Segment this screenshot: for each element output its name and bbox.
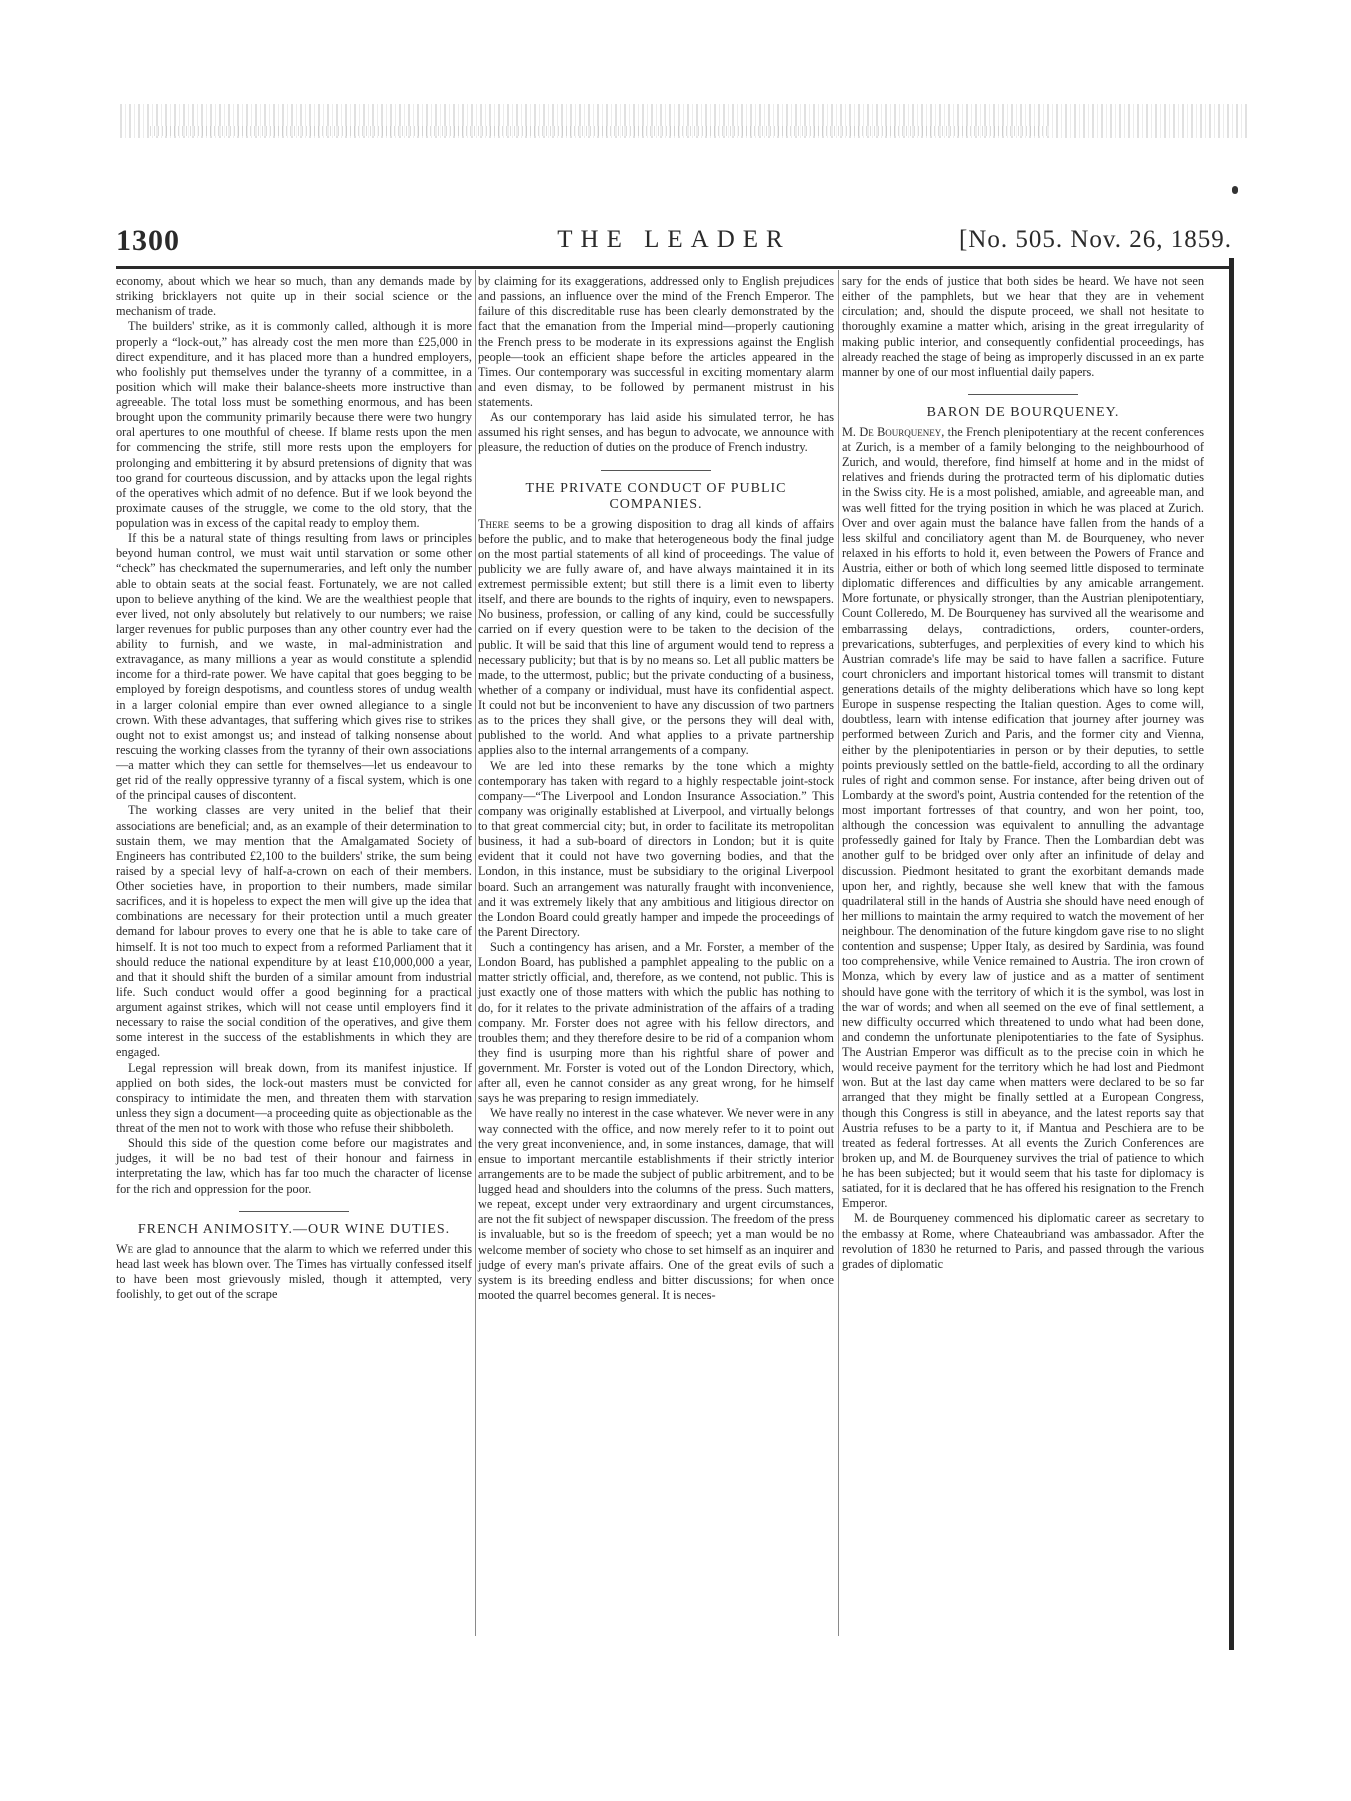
article-heading-french-animosity: FRENCH ANIMOSITY.—OUR WINE DUTIES. [137, 1221, 451, 1237]
paragraph: As our contemporary has laid aside his simulated terror, he has assumed his right senses, and has begun to advocate, we announce with pleasure, the reduction of duties on the produce of French industry. [478, 410, 834, 455]
paragraph: Legal repression will break down, from its manifest injustice. If applied on both sides, the lock-out masters must be convicted for conspiracy to intimidate the men, and threaten them with starvation unless they sign a document—a proceeding quite as objectionable as the threat of the men not to work with those who refuse their shibboleth. [116, 1060, 472, 1135]
header-rule [116, 266, 1232, 269]
scan-artifact-line [150, 126, 1050, 136]
section-rule [239, 1211, 349, 1212]
scan-edge-bar [1229, 258, 1234, 1650]
newspaper-title: THE LEADER [557, 226, 791, 253]
paragraph: We are led into these remarks by the tone which a mighty contemporary has taken with regard to a highly respectable joint-stock company—“The Liverpool and London Insurance Association.” This company was originally established at Liverpool, and virtually belongs to that great commercial city; but, in order to facilitate its metropolitan business, it had a sub-board of directors in London; but it is quite evident that it could not have two governing bodies, and that the London, in this instance, must be subsidiary to the original Liverpool board. Such an arrangement was naturally fraught with inconvenience, and it was extremely likely that any ambitious and litigious director on the London Board could greatly hamper and impede the proceedings of the Parent Directory. [478, 758, 834, 939]
lead-word: We [116, 1241, 134, 1256]
masthead [116, 220, 1232, 268]
paragraph: The builders' strike, as it is commonly called, although it is more properly a “lock-out,” has already cost the men more than £25,000 in direct expenditure, and it has placed more than a hundred employers, who foolishly put themselves under the tyranny of a committee, in a position which will make their balance-sheets more instructive than agreeable. The total loss must be something enormous, and has been brought upon the community primarily because there were two hungry oral apertures to one mouthful of cheese. If blame rests upon the men for commencing the strife, still more rests upon the employers for prolonging and embittering it by absurd pretensions of dignity that was too grand for courteous discussion, and by attacks upon the legal rights of the operatives which admit of no defence. But if we look beyond the proximate causes of the struggle, we come to the old story, that the population was in excess of the capital ready to employ them. [116, 319, 472, 530]
scan-speck [1232, 186, 1238, 194]
paragraph: Such a contingency has arisen, and a Mr. Forster, a member of the London Board, has published a pamphlet appealing to the public on a matter strictly official, and, therefore, as we contend, not public. This is just exactly one of those matters with which the public has nothing to do, for it relates to the private administration of the affairs of a trading company. Mr. Forster does not agree with his fellow directors, and troubles them; and they therefore desire to be rid of a companion whom they find is usurping more than his rightful share of power and government. Mr. Forster is voted out of the London Directory, which, after all, even he cannot consider as any great wrong, for he himself says he was preparing to resign immediately. [478, 940, 834, 1106]
paragraph: We have really no interest in the case whatever. We never were in any way connected with the office, and now merely refer to it to point out the very great inconvenience, and, in some instances, damage, that will ensue to important mercantile establishments if their strictly interior arrangements are to be made the subject of public arbitrement, and to be lugged head and shoulders into the columns of the press. Such matters, we repeat, except under very extraordinary and urgent circumstances, are not the fit subject of newspaper discussion. The freedom of the press is invaluable, but so is the freedom of speech; yet a man would be no welcome member of society who chose to set himself as an inquirer and judge of every man's private affairs. One of the great evils of such a system is its breeding endless and bitter discussions; for when once mooted the quarrel becomes general. It is neces- [478, 1106, 834, 1302]
column-3 [842, 274, 1204, 1272]
paragraph-text: seems to be a growing disposition to drag all kinds of affairs before the public, and to make that heterogeneous body the final judge on the most partial statements of all kind of proceedings. The value of publicity we are fully aware of, and have always maintained it in its extremest permissible extent; but still there is a limit even to liberty itself, and there are bounds to the rights of inquiry, even to newspapers. No business, profession, or calling of any kind, could be successfully carried on if every question were to be taken to the decision of the public. It will be said that this line of argument would tend to repress a necessary publicity; but that is by no means so. Let all public matters be made, to the uttermost, public; but the private conducting of a business, whether of a company or individual, must have its confidential aspect. It could not but be inconvenient to have any discussion of two partners as to the prices they shall give, or the persons they will deal with, published to the world. And what applies to a private partnership applies also to the internal arrangements of a company. [478, 516, 834, 758]
lead-word: M. De Bourqueney, [842, 424, 945, 439]
issue-date: [No. 505. Nov. 26, 1859. [958, 226, 1232, 253]
paragraph-text: are glad to announce that the alarm to which we referred under this head last week has blown over. The Times has virtually confessed itself to have been most grievously misled, though it attempted, very foolishly, to get out of the scrape [116, 1241, 472, 1301]
paragraph: If this be a natural state of things resulting from laws or principles beyond human control, we must wait until starvation or some other “check” has checkmated the supernumeraries, and left only the number able to obtain seats at the social feast. Fortunately, we are not called upon to believe anything of the kind. We are the wealthiest people that ever lived, not only absolutely but relatively to our numbers; we raise larger revenues for public purposes than any other country ever had the ability to furnish, and we waste, in mal-administration and extravagance, as many millions a year as would constitute a splendid income for a third-rate power. We have capital that goes begging to be employed by foreign despotisms, and countless stores of undug wealth in a larger colonial empire than ever owned allegiance to a single crown. With these advantages, that suffering which gives rise to strikes ought not to exist amongst us; and instead of talking nonsense about rescuing the working classes from the tyranny of their own associations—a matter which they can settle for themselves—let us endeavour to get rid of the really oppressive tyranny of a fiscal system, which is one of the principal causes of discontent. [116, 531, 472, 803]
section-rule [968, 394, 1078, 395]
article-heading-private-conduct: THE PRIVATE CONDUCT OF PUBLIC COMPANIES. [525, 480, 787, 512]
page-number: 1300 [116, 224, 180, 257]
paragraph-text: the French plenipotentiary at the recent conferences at Zurich, is a member of a family belonging to the neighbourhood of Zurich, and would, therefore, find himself at home and in the midst of relatives and friends during the protracted term of his diplomatic duties in the Swiss city. He is a most polished, amiable, and agreeable man, and was well fitted for the trying position in which he was placed at Zurich. Over and over again must the balance have fallen from the hands of a less skilful and conciliatory agent than M. de Bourqueney, who never relaxed in his efforts to hold it, even between the Powers of France and Austria, either or both of which long seemed little disposed to terminate diplomatic differences and difficulties by any amicable arrangement. More fortunate, or physically stronger, than the Austrian plenipotentiary, Count Colleredo, M. De Bourqueney has survived all the wearisome and embarrassing delays, contradictions, orders, counter-orders, prevarications, subterfuges, and perplexities of every kind to which his Austrian comrade's life may be said to have fallen a sacrifice. Future court chroniclers and important historical tomes will transmit to distant generations details of the mighty deliberations which have so long kept Europe in suspense respecting the Italian question. Ages to come will, doubtless, learn with intense edification that journey after journey was performed between Zurich and Paris, and the former city and Vienna, either by the plenipotentiaries in person or by their deputies, to settle points previously settled on the battle-field, according to all the ordinary rules of right and common sense. For instance, after being driven out of Lombardy at the sword's point, Austria contended for the retention of the most important fortresses of that country, and won her point, too, although the concession was equivalent to annulling the advantage professedly gained for Italy by France. Then the Lombardian debt was another gulf to be bridged over only after an infinitude of delay and discussion. Piedmont hesitated to grant the exorbitant demands made upon her, and rightly, because she well knew that with the famous quadrilateral still in the hands of Austria she should have need enough of her millions to maintain the army required to watch the movement of her neighbour. The denomination of the future kingdom gave rise to no slight contention and suspense; Upper Italy, as desired by Sardinia, was found too comprehensive, while Venice remained to Austria. The iron crown of Monza, which by every law of justice and as a matter of sentiment should have gone with the territory of which it is the symbol, was lost in the war of words; and when all seemed on the eve of final settlement, a new difficulty occurred which threatened to undo what had been done, and condemn the unfortunate plenipotentiaries to the fate of Sysiphus. The Austrian Emperor was difficult as to the precise coin in which he would receive payment for the territory which he had lost and Piedmont won. But at the last day came when matters were declared to be so far arranged that they might be finally settled at a European Congress, though this Congress is still in abeyance, and the latest reports say that Austria refuses to be a party to it, if Mantua and Peschiera are to be treated as federal fortresses. At all events the Zurich Conferences are broken up, and M. de Bourqueney survives the trial of patience to which he has been subjected; but it would seem that his taste for diplomacy is satiated, for it is declared that he has offered his resignation to the French Emperor. [842, 424, 1204, 1211]
paragraph: by claiming for its exaggerations, addressed only to English prejudices and passions, an influence over the mind of the French Emperor. The failure of this discreditable ruse has been clearly demonstrated by the fact that the emanation from the Imperial mind—properly cautioning the French press to be moderate in its expressions against the English people—took an efficient shape before the articles appeared in the Times. Our contemporary was successful in exciting momentary alarm and even dismay, to be followed by permanent mistrust in his statements. [478, 274, 834, 409]
column-1 [116, 274, 472, 1302]
column-divider [475, 270, 476, 1636]
section-rule [601, 470, 711, 471]
lead-word: There [478, 516, 510, 531]
column-2 [478, 274, 834, 1303]
paragraph [116, 1242, 472, 1303]
paragraph: Should this side of the question come before our magistrates and judges, it will be no bad test of their honour and fairness in interpretating the law, which has far too much the character of license for the rich and oppression for the poor. [116, 1136, 472, 1196]
paragraph [478, 517, 834, 759]
paragraph: The working classes are very united in the belief that their associations are beneficial; and, as an example of their determination to sustain them, we may mention that the Amalgamated Society of Engineers has contributed £2,100 to the builders' strike, the sum being raised by a special levy of half-a-crown on each of their members. Other societies have, in proportion to their numbers, made similar sacrifices, and it is hopeless to expect the men will give up the idea that combinations are necessary for their protection until a much greater demand for labour proves to every one that he is able to take care of himself. It is not too much to expect from a reformed Parliament that it should reduce the national expenditure by at least £10,000,000 a year, and that it should shift the burden of a similar amount from industrial life. Such conduct would offer a good beginning for a practical argument against strikes, which will not cease until employers find it necessary to raise the social condition of the operatives, and give them some interest in the success of the establishments in which they are engaged. [116, 803, 472, 1060]
paragraph: M. de Bourqueney commenced his diplomatic career as secretary to the embassy at Rome, where Chateaubriand was ambassador. After the revolution of 1830 he returned to Paris, and passed through the various grades of diplomatic [842, 1211, 1204, 1271]
paragraph: economy, about which we hear so much, than any demands made by striking bricklayers not quite up in their social science or the mechanism of trade. [116, 274, 472, 319]
paragraph: sary for the ends of justice that both sides be heard. We have not seen either of the pamphlets, but we hear that they are in vehement circulation; and, should the dispute proceed, we shall not hesitate to thoroughly examine a matter which, arising in the great irregularity of making public interior, and consequently confidential proceedings, has already reached the stage of being as improperly discussed in an ex parte manner by one of our most influential daily papers. [842, 274, 1204, 379]
paragraph [842, 425, 1204, 1212]
column-divider [838, 270, 839, 1636]
article-heading-baron: BARON DE BOURQUENEY. [926, 404, 1120, 420]
